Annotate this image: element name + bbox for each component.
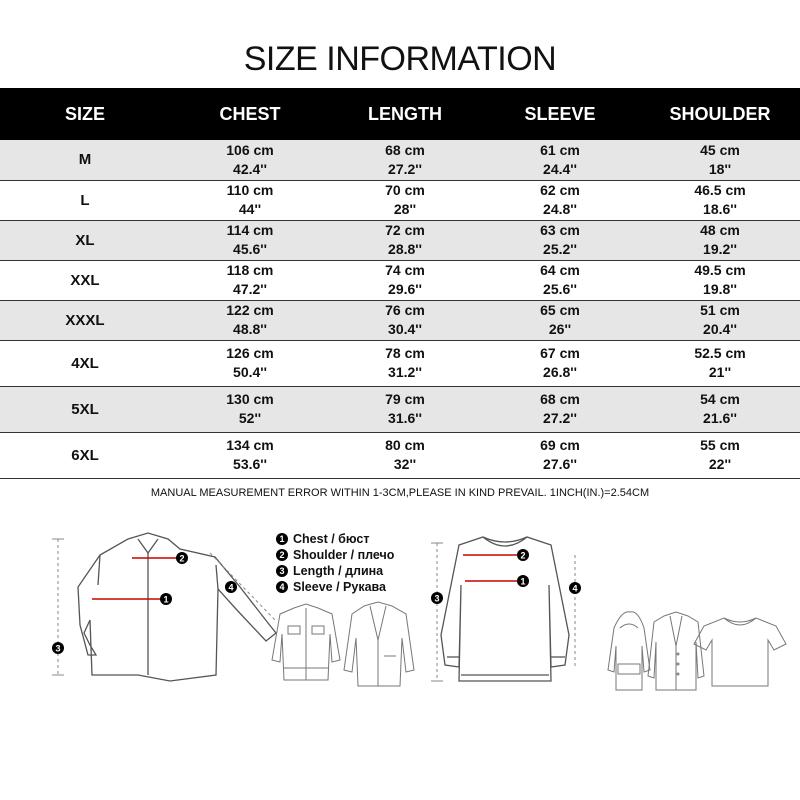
sleeve-cm: 65 cm bbox=[540, 302, 580, 318]
length-cell bbox=[330, 180, 480, 220]
shoulder-cm: 48 cm bbox=[700, 222, 740, 238]
shirt-marker-sleeve bbox=[225, 581, 237, 593]
svg-text:3: 3 bbox=[434, 593, 440, 604]
blazer-sketch bbox=[344, 602, 414, 686]
chest-inch: 45.6'' bbox=[233, 241, 267, 257]
shoulder-inch: 20.4'' bbox=[703, 321, 737, 337]
table-header-row bbox=[0, 88, 800, 140]
size-table bbox=[0, 88, 800, 479]
shoulder-cm: 51 cm bbox=[700, 302, 740, 318]
size-cell: 4XL bbox=[0, 340, 170, 386]
page-title: SIZE INFORMATION bbox=[243, 40, 557, 78]
sleeve-inch: 27.6'' bbox=[543, 456, 577, 472]
legend-number: 1 bbox=[276, 533, 288, 545]
header-length: LENGTH bbox=[330, 88, 480, 140]
table-row bbox=[0, 300, 800, 340]
sleeve-cm: 68 cm bbox=[540, 391, 580, 407]
shoulder-inch: 22'' bbox=[708, 456, 732, 472]
sleeve-inch: 26'' bbox=[548, 321, 572, 337]
sleeve-cm: 64 cm bbox=[540, 262, 580, 278]
sleeve-cm: 63 cm bbox=[540, 222, 580, 238]
sleeve-inch: 26.8'' bbox=[543, 364, 577, 380]
length-inch: 27.2'' bbox=[388, 160, 422, 177]
sleeve-inch: 24.4'' bbox=[543, 160, 577, 177]
chest-cell bbox=[170, 386, 330, 432]
sweater-marker-length bbox=[431, 592, 443, 604]
length-cell bbox=[330, 260, 480, 300]
chest-cm: 114 cm bbox=[226, 222, 274, 238]
length-cell bbox=[330, 220, 480, 260]
chest-inch: 50.4'' bbox=[233, 364, 267, 380]
shoulder-cm: 52.5 cm bbox=[694, 345, 746, 361]
size-cell: M bbox=[0, 140, 170, 180]
table-row bbox=[0, 386, 800, 432]
chest-cm: 110 cm bbox=[226, 182, 274, 198]
chest-cell bbox=[170, 140, 330, 180]
size-cell: 6XL bbox=[0, 432, 170, 478]
chest-cm: 106 cm bbox=[226, 141, 274, 158]
chest-cm: 134 cm bbox=[226, 437, 274, 453]
length-cm: 78 cm bbox=[385, 345, 425, 361]
sleeve-cell bbox=[480, 386, 640, 432]
length-inch: 31.2'' bbox=[388, 364, 422, 380]
sleeve-inch: 25.6'' bbox=[543, 281, 577, 297]
length-cm: 70 cm bbox=[385, 182, 425, 198]
length-cm: 80 cm bbox=[385, 437, 425, 453]
sweater-marker-sleeve bbox=[569, 582, 581, 594]
table-row bbox=[0, 140, 800, 180]
legend-item-chest bbox=[276, 531, 394, 547]
sleeve-cell bbox=[480, 340, 640, 386]
chest-cm: 126 cm bbox=[226, 345, 274, 361]
length-cell bbox=[330, 140, 480, 180]
chest-cell bbox=[170, 260, 330, 300]
chest-cell bbox=[170, 300, 330, 340]
svg-text:1: 1 bbox=[163, 594, 169, 605]
header-shoulder: SHOULDER bbox=[640, 88, 800, 140]
shoulder-cell bbox=[640, 300, 800, 340]
table-row bbox=[0, 220, 800, 260]
legend-number: 3 bbox=[276, 565, 288, 577]
sleeve-cell bbox=[480, 300, 640, 340]
shirt-marker-chest bbox=[160, 593, 172, 605]
length-cm: 72 cm bbox=[385, 222, 425, 238]
chest-inch: 44'' bbox=[238, 201, 262, 217]
shoulder-cell bbox=[640, 260, 800, 300]
length-cm: 76 cm bbox=[385, 302, 425, 318]
chest-inch: 42.4'' bbox=[233, 160, 267, 177]
shirt-marker-length bbox=[52, 642, 64, 654]
size-cell: XXXL bbox=[0, 300, 170, 340]
measurement-note: MANUAL MEASUREMENT ERROR WITHIN 1-3CM,PLEASE IN KIND PREVAIL. 1INCH(IN.)=2.54CM bbox=[150, 487, 650, 499]
size-cell: L bbox=[0, 180, 170, 220]
length-cell bbox=[330, 300, 480, 340]
legend-label: Length / длина bbox=[293, 564, 384, 578]
chest-cell bbox=[170, 340, 330, 386]
sleeve-cm: 62 cm bbox=[540, 182, 580, 198]
sleeve-cell bbox=[480, 260, 640, 300]
length-cm: 68 cm bbox=[385, 141, 425, 158]
chest-cell bbox=[170, 220, 330, 260]
legend-item-shoulder bbox=[276, 547, 394, 563]
shoulder-cell bbox=[640, 432, 800, 478]
sleeve-inch: 25.2'' bbox=[543, 241, 577, 257]
shoulder-cm: 45 cm bbox=[700, 141, 740, 158]
table-row bbox=[0, 340, 800, 386]
size-cell: 5XL bbox=[0, 386, 170, 432]
denim-jacket-sketch bbox=[272, 604, 340, 680]
legend-label: Sleeve / Рукава bbox=[293, 580, 387, 594]
header-size: SIZE bbox=[0, 88, 170, 140]
chest-cm: 118 cm bbox=[226, 262, 274, 278]
legend-item-sleeve bbox=[276, 579, 394, 595]
shoulder-inch: 19.2'' bbox=[703, 241, 737, 257]
legend-number: 4 bbox=[276, 581, 288, 593]
header-sleeve: SLEEVE bbox=[480, 88, 640, 140]
cardigan-sketch bbox=[648, 612, 704, 690]
length-inch: 29.6'' bbox=[388, 281, 422, 297]
legend-label: Chest / бюст bbox=[293, 532, 370, 546]
sweater-diagram bbox=[425, 525, 595, 695]
shoulder-cm: 54 cm bbox=[700, 391, 740, 407]
svg-text:1: 1 bbox=[520, 576, 526, 587]
shoulder-cell bbox=[640, 180, 800, 220]
shoulder-cell bbox=[640, 140, 800, 180]
measurement-legend bbox=[276, 531, 394, 595]
length-cm: 74 cm bbox=[385, 262, 425, 278]
sleeve-cm: 67 cm bbox=[540, 345, 580, 361]
shoulder-cell bbox=[640, 386, 800, 432]
sleeve-cell bbox=[480, 180, 640, 220]
chest-inch: 48.8'' bbox=[233, 321, 267, 337]
sleeve-cm: 61 cm bbox=[540, 141, 580, 158]
length-inch: 31.6'' bbox=[388, 410, 422, 426]
shoulder-inch: 21.6'' bbox=[703, 410, 737, 426]
jacket-blazer-sketches bbox=[272, 600, 422, 690]
svg-text:4: 4 bbox=[572, 583, 578, 594]
legend-label: Shoulder / плечо bbox=[293, 548, 395, 562]
chest-inch: 53.6'' bbox=[233, 456, 267, 472]
tshirt-sketch bbox=[694, 618, 786, 686]
chest-cm: 122 cm bbox=[226, 302, 274, 318]
sleeve-cell bbox=[480, 432, 640, 478]
table-row bbox=[0, 260, 800, 300]
chest-inch: 52'' bbox=[238, 410, 262, 426]
shoulder-inch: 18'' bbox=[708, 160, 732, 177]
sweater-marker-chest bbox=[517, 575, 529, 587]
sleeve-inch: 27.2'' bbox=[543, 410, 577, 426]
svg-text:4: 4 bbox=[228, 582, 234, 593]
length-inch: 28'' bbox=[393, 201, 417, 217]
shoulder-cm: 46.5 cm bbox=[694, 182, 746, 198]
shoulder-inch: 21'' bbox=[708, 364, 732, 380]
shoulder-cell bbox=[640, 340, 800, 386]
size-cell: XL bbox=[0, 220, 170, 260]
svg-text:3: 3 bbox=[55, 643, 61, 654]
sleeve-inch: 24.8'' bbox=[543, 201, 577, 217]
length-inch: 30.4'' bbox=[388, 321, 422, 337]
sleeve-line bbox=[210, 553, 276, 621]
shoulder-cell bbox=[640, 220, 800, 260]
hoodie-sketch bbox=[608, 612, 650, 690]
shoulder-inch: 19.8'' bbox=[703, 281, 737, 297]
hoodie-cardigan-tshirt-sketches bbox=[600, 610, 790, 695]
length-cell bbox=[330, 432, 480, 478]
svg-text:2: 2 bbox=[520, 550, 526, 561]
sleeve-cell bbox=[480, 220, 640, 260]
sweater-outline bbox=[441, 537, 569, 681]
chest-cell bbox=[170, 180, 330, 220]
table-row bbox=[0, 180, 800, 220]
legend-item-length bbox=[276, 563, 394, 579]
length-cm: 79 cm bbox=[385, 391, 425, 407]
sweater-marker-shoulder bbox=[517, 549, 529, 561]
sleeve-cm: 69 cm bbox=[540, 437, 580, 453]
header-chest: CHEST bbox=[170, 88, 330, 140]
table-row bbox=[0, 432, 800, 478]
chest-cm: 130 cm bbox=[226, 391, 274, 407]
shirt-diagram bbox=[40, 525, 280, 700]
chest-inch: 47.2'' bbox=[233, 281, 267, 297]
shoulder-inch: 18.6'' bbox=[703, 201, 737, 217]
length-inch: 32'' bbox=[393, 456, 417, 472]
shoulder-cm: 49.5 cm bbox=[694, 262, 746, 278]
svg-text:2: 2 bbox=[179, 553, 185, 564]
size-cell: XXL bbox=[0, 260, 170, 300]
length-inch: 28.8'' bbox=[388, 241, 422, 257]
shoulder-cm: 55 cm bbox=[700, 437, 740, 453]
shirt-marker-shoulder bbox=[176, 552, 188, 564]
chest-cell bbox=[170, 432, 330, 478]
sleeve-cell bbox=[480, 140, 640, 180]
length-cell bbox=[330, 386, 480, 432]
length-cell bbox=[330, 340, 480, 386]
legend-number: 2 bbox=[276, 549, 288, 561]
